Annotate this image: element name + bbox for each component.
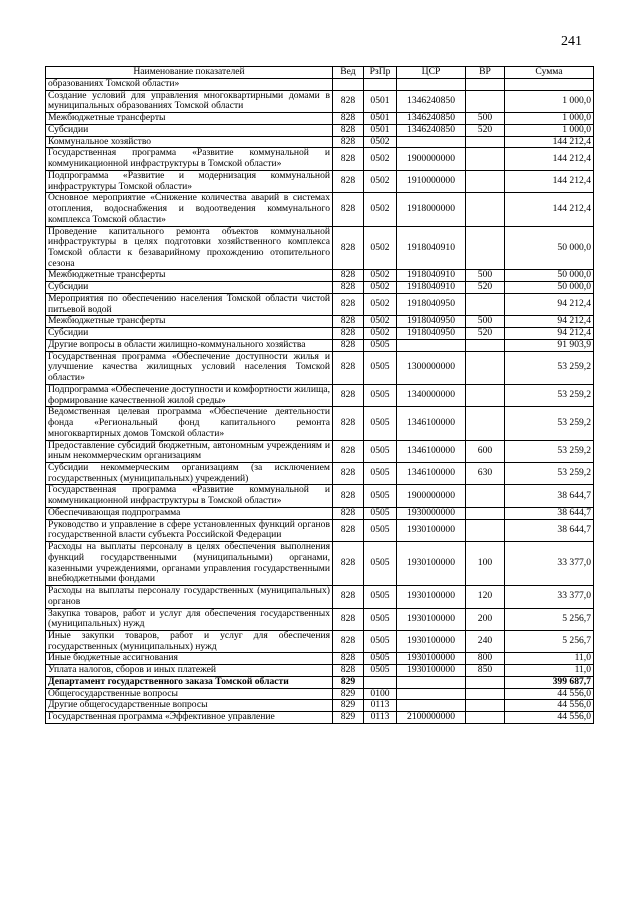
- table-row: [46, 519, 594, 541]
- cell-name: Государственная программа «Развитие коммунальной и коммуникационной инфраструктуры в Томской области»: [46, 485, 333, 507]
- table-row: [46, 630, 594, 652]
- cell-vr: 500: [466, 270, 505, 282]
- cell-ved: 828: [333, 665, 364, 677]
- cell-name: Общегосударственные вопросы: [46, 688, 333, 700]
- cell-sum: 53 259,2: [505, 440, 594, 462]
- header-csr: ЦСР: [397, 67, 466, 79]
- cell-rzpr: 0502: [364, 293, 397, 315]
- cell-rzpr: 0502: [364, 316, 397, 328]
- cell-name: Субсидии: [46, 328, 333, 340]
- cell-vr: 200: [466, 608, 505, 630]
- cell-vr: 500: [466, 316, 505, 328]
- cell-csr: 1918040950: [397, 316, 466, 328]
- cell-ved: 828: [333, 124, 364, 136]
- header-sum: Сумма: [505, 67, 594, 79]
- table-row: [46, 700, 594, 712]
- cell-vr: [466, 193, 505, 226]
- cell-name: образованиях Томской области»: [46, 79, 333, 91]
- cell-csr: 2100000000: [397, 712, 466, 724]
- cell-csr: 1930100000: [397, 630, 466, 652]
- cell-rzpr: 0505: [364, 407, 397, 440]
- cell-sum: 399 687,7: [505, 676, 594, 688]
- header-vr: ВР: [466, 67, 505, 79]
- cell-ved: 828: [333, 270, 364, 282]
- cell-ved: 828: [333, 384, 364, 406]
- table-row: [46, 79, 594, 91]
- cell-vr: 520: [466, 124, 505, 136]
- cell-name: Государственная программа «Развитие коммунальной и коммуникационной инфраструктуры в Томской области»: [46, 148, 333, 170]
- cell-rzpr: 0505: [364, 653, 397, 665]
- cell-rzpr: 0505: [364, 462, 397, 484]
- cell-name: Субсидии: [46, 282, 333, 294]
- cell-csr: 1918040910: [397, 282, 466, 294]
- cell-rzpr: 0502: [364, 193, 397, 226]
- cell-rzpr: 0505: [364, 485, 397, 507]
- table-row: [46, 688, 594, 700]
- cell-rzpr: [364, 676, 397, 688]
- cell-csr: 1910000000: [397, 170, 466, 192]
- table-row: [46, 384, 594, 406]
- cell-name: Иные закупки товаров, работ и услуг для обеспечения государственных (муниципальных) нужд: [46, 630, 333, 652]
- cell-csr: [397, 79, 466, 91]
- table-body: [46, 79, 594, 724]
- cell-csr: [397, 676, 466, 688]
- cell-csr: [397, 700, 466, 712]
- cell-ved: 828: [333, 328, 364, 340]
- cell-ved: 828: [333, 148, 364, 170]
- cell-rzpr: 0502: [364, 136, 397, 148]
- cell-ved: 828: [333, 653, 364, 665]
- cell-ved: 828: [333, 339, 364, 351]
- cell-csr: 1918040950: [397, 293, 466, 315]
- cell-rzpr: 0505: [364, 507, 397, 519]
- cell-csr: [397, 136, 466, 148]
- cell-name: Другие вопросы в области жилищно-коммунального хозяйства: [46, 339, 333, 351]
- table-row: [46, 339, 594, 351]
- cell-name: Субсидии некоммерческим организациям (за исключением государственных (муниципальных) учреждений): [46, 462, 333, 484]
- cell-name: Иные бюджетные ассигнования: [46, 653, 333, 665]
- cell-sum: 38 644,7: [505, 485, 594, 507]
- cell-vr: [466, 384, 505, 406]
- cell-rzpr: 0505: [364, 351, 397, 384]
- cell-sum: 50 000,0: [505, 282, 594, 294]
- cell-ved: 828: [333, 351, 364, 384]
- cell-csr: 1918040910: [397, 226, 466, 270]
- cell-sum: 53 259,2: [505, 351, 594, 384]
- cell-sum: 50 000,0: [505, 270, 594, 282]
- header-name: Наименование показателей: [46, 67, 333, 79]
- cell-rzpr: 0505: [364, 440, 397, 462]
- page-number: 241: [561, 34, 582, 49]
- table-row: [46, 136, 594, 148]
- cell-vr: 520: [466, 282, 505, 294]
- cell-name: Государственная программа «Эффективное управление: [46, 712, 333, 724]
- table-row: [46, 586, 594, 608]
- cell-ved: 828: [333, 519, 364, 541]
- cell-csr: 1918040910: [397, 270, 466, 282]
- cell-vr: [466, 90, 505, 112]
- cell-ved: 828: [333, 136, 364, 148]
- cell-name: Межбюджетные трансферты: [46, 316, 333, 328]
- table-row: [46, 90, 594, 112]
- cell-csr: 1346100000: [397, 440, 466, 462]
- cell-ved: 829: [333, 688, 364, 700]
- cell-vr: [466, 519, 505, 541]
- table-row: [46, 282, 594, 294]
- table-row: [46, 328, 594, 340]
- cell-vr: [466, 148, 505, 170]
- cell-rzpr: 0505: [364, 586, 397, 608]
- cell-sum: 11,0: [505, 665, 594, 677]
- cell-rzpr: [364, 79, 397, 91]
- cell-name: Подпрограмма «Обеспечение доступности и комфортности жилища, формирование качественной жилой среды»: [46, 384, 333, 406]
- cell-csr: 1918040950: [397, 328, 466, 340]
- cell-vr: [466, 170, 505, 192]
- cell-csr: 1900000000: [397, 148, 466, 170]
- cell-vr: [466, 712, 505, 724]
- cell-rzpr: 0505: [364, 542, 397, 586]
- cell-ved: 828: [333, 193, 364, 226]
- cell-ved: 828: [333, 170, 364, 192]
- cell-sum: 44 556,0: [505, 700, 594, 712]
- table-row: [46, 462, 594, 484]
- cell-vr: [466, 339, 505, 351]
- cell-ved: 828: [333, 90, 364, 112]
- cell-vr: 630: [466, 462, 505, 484]
- cell-sum: 144 212,4: [505, 170, 594, 192]
- cell-rzpr: 0502: [364, 328, 397, 340]
- cell-sum: 44 556,0: [505, 712, 594, 724]
- cell-sum: 91 903,9: [505, 339, 594, 351]
- cell-rzpr: 0505: [364, 630, 397, 652]
- table-row: [46, 124, 594, 136]
- cell-rzpr: 0502: [364, 170, 397, 192]
- cell-vr: 600: [466, 440, 505, 462]
- cell-name: Предоставление субсидий бюджетным, автономным учреждениям и иным некоммерческим организациям: [46, 440, 333, 462]
- cell-sum: 50 000,0: [505, 226, 594, 270]
- cell-ved: 828: [333, 608, 364, 630]
- cell-name: Межбюджетные трансферты: [46, 113, 333, 125]
- cell-rzpr: 0502: [364, 270, 397, 282]
- cell-sum: 5 256,7: [505, 630, 594, 652]
- table-row: [46, 485, 594, 507]
- cell-name: Уплата налогов, сборов и иных платежей: [46, 665, 333, 677]
- cell-name: Подпрограмма «Развитие и модернизация коммунальной инфраструктуры Томской области»: [46, 170, 333, 192]
- cell-vr: 240: [466, 630, 505, 652]
- cell-csr: [397, 688, 466, 700]
- cell-vr: [466, 688, 505, 700]
- budget-table: [45, 66, 594, 724]
- cell-ved: 828: [333, 586, 364, 608]
- cell-rzpr: 0505: [364, 608, 397, 630]
- cell-sum: 1 000,0: [505, 124, 594, 136]
- cell-ved: 828: [333, 440, 364, 462]
- cell-ved: 828: [333, 113, 364, 125]
- cell-vr: [466, 700, 505, 712]
- cell-vr: [466, 676, 505, 688]
- cell-name: Межбюджетные трансферты: [46, 270, 333, 282]
- cell-ved: 828: [333, 226, 364, 270]
- cell-rzpr: 0502: [364, 282, 397, 294]
- table-row: [46, 270, 594, 282]
- cell-csr: 1340000000: [397, 384, 466, 406]
- cell-name: Департамент государственного заказа Томской области: [46, 676, 333, 688]
- cell-csr: 1930100000: [397, 608, 466, 630]
- cell-rzpr: 0505: [364, 665, 397, 677]
- cell-vr: [466, 136, 505, 148]
- cell-rzpr: 0501: [364, 124, 397, 136]
- cell-csr: 1930100000: [397, 519, 466, 541]
- table-row: [46, 293, 594, 315]
- cell-sum: 38 644,7: [505, 507, 594, 519]
- cell-name: Создание условий для управления многоквартирными домами в муниципальных образованиях Томской области: [46, 90, 333, 112]
- cell-ved: 828: [333, 293, 364, 315]
- table-row: [46, 407, 594, 440]
- cell-sum: 1 000,0: [505, 90, 594, 112]
- table-row: [46, 440, 594, 462]
- cell-csr: 1346240850: [397, 124, 466, 136]
- cell-ved: 829: [333, 700, 364, 712]
- cell-csr: 1930100000: [397, 665, 466, 677]
- table-row: [46, 148, 594, 170]
- cell-csr: 1346100000: [397, 407, 466, 440]
- cell-rzpr: 0113: [364, 712, 397, 724]
- cell-ved: 829: [333, 676, 364, 688]
- cell-name: Руководство и управление в сфере установленных функций органов государственной власти субъекта Российской Федерации: [46, 519, 333, 541]
- table-row: [46, 193, 594, 226]
- cell-ved: 828: [333, 485, 364, 507]
- cell-sum: 144 212,4: [505, 136, 594, 148]
- cell-ved: 828: [333, 316, 364, 328]
- cell-csr: 1930000000: [397, 507, 466, 519]
- cell-name: Расходы на выплаты персоналу государственных (муниципальных) органов: [46, 586, 333, 608]
- table-row: [46, 676, 594, 688]
- table-row: [46, 113, 594, 125]
- header-rzpr: РзПр: [364, 67, 397, 79]
- cell-sum: 94 212,4: [505, 293, 594, 315]
- cell-ved: 828: [333, 542, 364, 586]
- cell-csr: 1346240850: [397, 90, 466, 112]
- cell-csr: 1900000000: [397, 485, 466, 507]
- table-row: [46, 608, 594, 630]
- cell-vr: [466, 407, 505, 440]
- cell-ved: 828: [333, 507, 364, 519]
- cell-name: Закупка товаров, работ и услуг для обеспечения государственных (муниципальных) нужд: [46, 608, 333, 630]
- cell-sum: 53 259,2: [505, 462, 594, 484]
- table-row: [46, 653, 594, 665]
- cell-name: Проведение капитального ремонта объектов коммунальной инфраструктуры в целях подготовки хозяйственного комплекса Томской области к безаварийному прохождению отопительного сезона: [46, 226, 333, 270]
- cell-name: Обеспечивающая подпрограмма: [46, 507, 333, 519]
- cell-rzpr: 0113: [364, 700, 397, 712]
- cell-vr: [466, 485, 505, 507]
- cell-vr: 100: [466, 542, 505, 586]
- cell-name: Другие общегосударственные вопросы: [46, 700, 333, 712]
- cell-name: Основное мероприятие «Снижение количества аварий в системах отопления, водоснабжения и водоотведения коммунального комплекса Томской области»: [46, 193, 333, 226]
- cell-ved: [333, 79, 364, 91]
- cell-vr: 120: [466, 586, 505, 608]
- cell-sum: 94 212,4: [505, 328, 594, 340]
- cell-name: Ведомственная целевая программа «Обеспечение деятельности фонда «Региональный фонд капитального ремонта многоквартирных домов Томской области»: [46, 407, 333, 440]
- cell-sum: 94 212,4: [505, 316, 594, 328]
- cell-sum: 1 000,0: [505, 113, 594, 125]
- cell-sum: 53 259,2: [505, 407, 594, 440]
- cell-ved: 828: [333, 282, 364, 294]
- cell-sum: 144 212,4: [505, 148, 594, 170]
- table-row: [46, 507, 594, 519]
- cell-csr: 1346100000: [397, 462, 466, 484]
- cell-vr: [466, 507, 505, 519]
- cell-rzpr: 0501: [364, 90, 397, 112]
- cell-sum: 38 644,7: [505, 519, 594, 541]
- cell-ved: 828: [333, 407, 364, 440]
- table-row: [46, 712, 594, 724]
- cell-sum: [505, 79, 594, 91]
- cell-vr: 850: [466, 665, 505, 677]
- cell-csr: 1930100000: [397, 542, 466, 586]
- table-row: [46, 226, 594, 270]
- cell-ved: 828: [333, 462, 364, 484]
- cell-rzpr: 0505: [364, 384, 397, 406]
- table-row: [46, 316, 594, 328]
- table-header-row: [46, 67, 594, 79]
- cell-sum: 5 256,7: [505, 608, 594, 630]
- cell-sum: 44 556,0: [505, 688, 594, 700]
- cell-vr: [466, 226, 505, 270]
- table-row: [46, 665, 594, 677]
- cell-name: Мероприятия по обеспечению населения Томской области чистой питьевой водой: [46, 293, 333, 315]
- cell-ved: 828: [333, 630, 364, 652]
- cell-rzpr: 0100: [364, 688, 397, 700]
- cell-sum: 33 377,0: [505, 542, 594, 586]
- cell-name: Субсидии: [46, 124, 333, 136]
- cell-vr: 500: [466, 113, 505, 125]
- cell-rzpr: 0501: [364, 113, 397, 125]
- cell-vr: [466, 293, 505, 315]
- cell-csr: [397, 339, 466, 351]
- cell-vr: [466, 351, 505, 384]
- cell-csr: 1300000000: [397, 351, 466, 384]
- cell-ved: 829: [333, 712, 364, 724]
- cell-sum: 33 377,0: [505, 586, 594, 608]
- cell-rzpr: 0502: [364, 226, 397, 270]
- table-row: [46, 542, 594, 586]
- cell-name: Государственная программа «Обеспечение доступности жилья и улучшение качества жилищных условий населения Томской области»: [46, 351, 333, 384]
- cell-sum: 11,0: [505, 653, 594, 665]
- cell-csr: 1930100000: [397, 653, 466, 665]
- table-row: [46, 170, 594, 192]
- cell-name: Коммунальное хозяйство: [46, 136, 333, 148]
- cell-rzpr: 0505: [364, 339, 397, 351]
- cell-csr: 1346240850: [397, 113, 466, 125]
- cell-csr: 1918000000: [397, 193, 466, 226]
- cell-vr: [466, 79, 505, 91]
- cell-vr: 520: [466, 328, 505, 340]
- table-row: [46, 351, 594, 384]
- cell-name: Расходы на выплаты персоналу в целях обеспечения выполнения функций государственными (муниципальными) органами, казенными учреждениями, органами управления государственными внебюджетными фондами: [46, 542, 333, 586]
- header-ved: Вед: [333, 67, 364, 79]
- cell-sum: 144 212,4: [505, 193, 594, 226]
- cell-rzpr: 0505: [364, 519, 397, 541]
- cell-vr: 800: [466, 653, 505, 665]
- cell-csr: 1930100000: [397, 586, 466, 608]
- cell-rzpr: 0502: [364, 148, 397, 170]
- cell-sum: 53 259,2: [505, 384, 594, 406]
